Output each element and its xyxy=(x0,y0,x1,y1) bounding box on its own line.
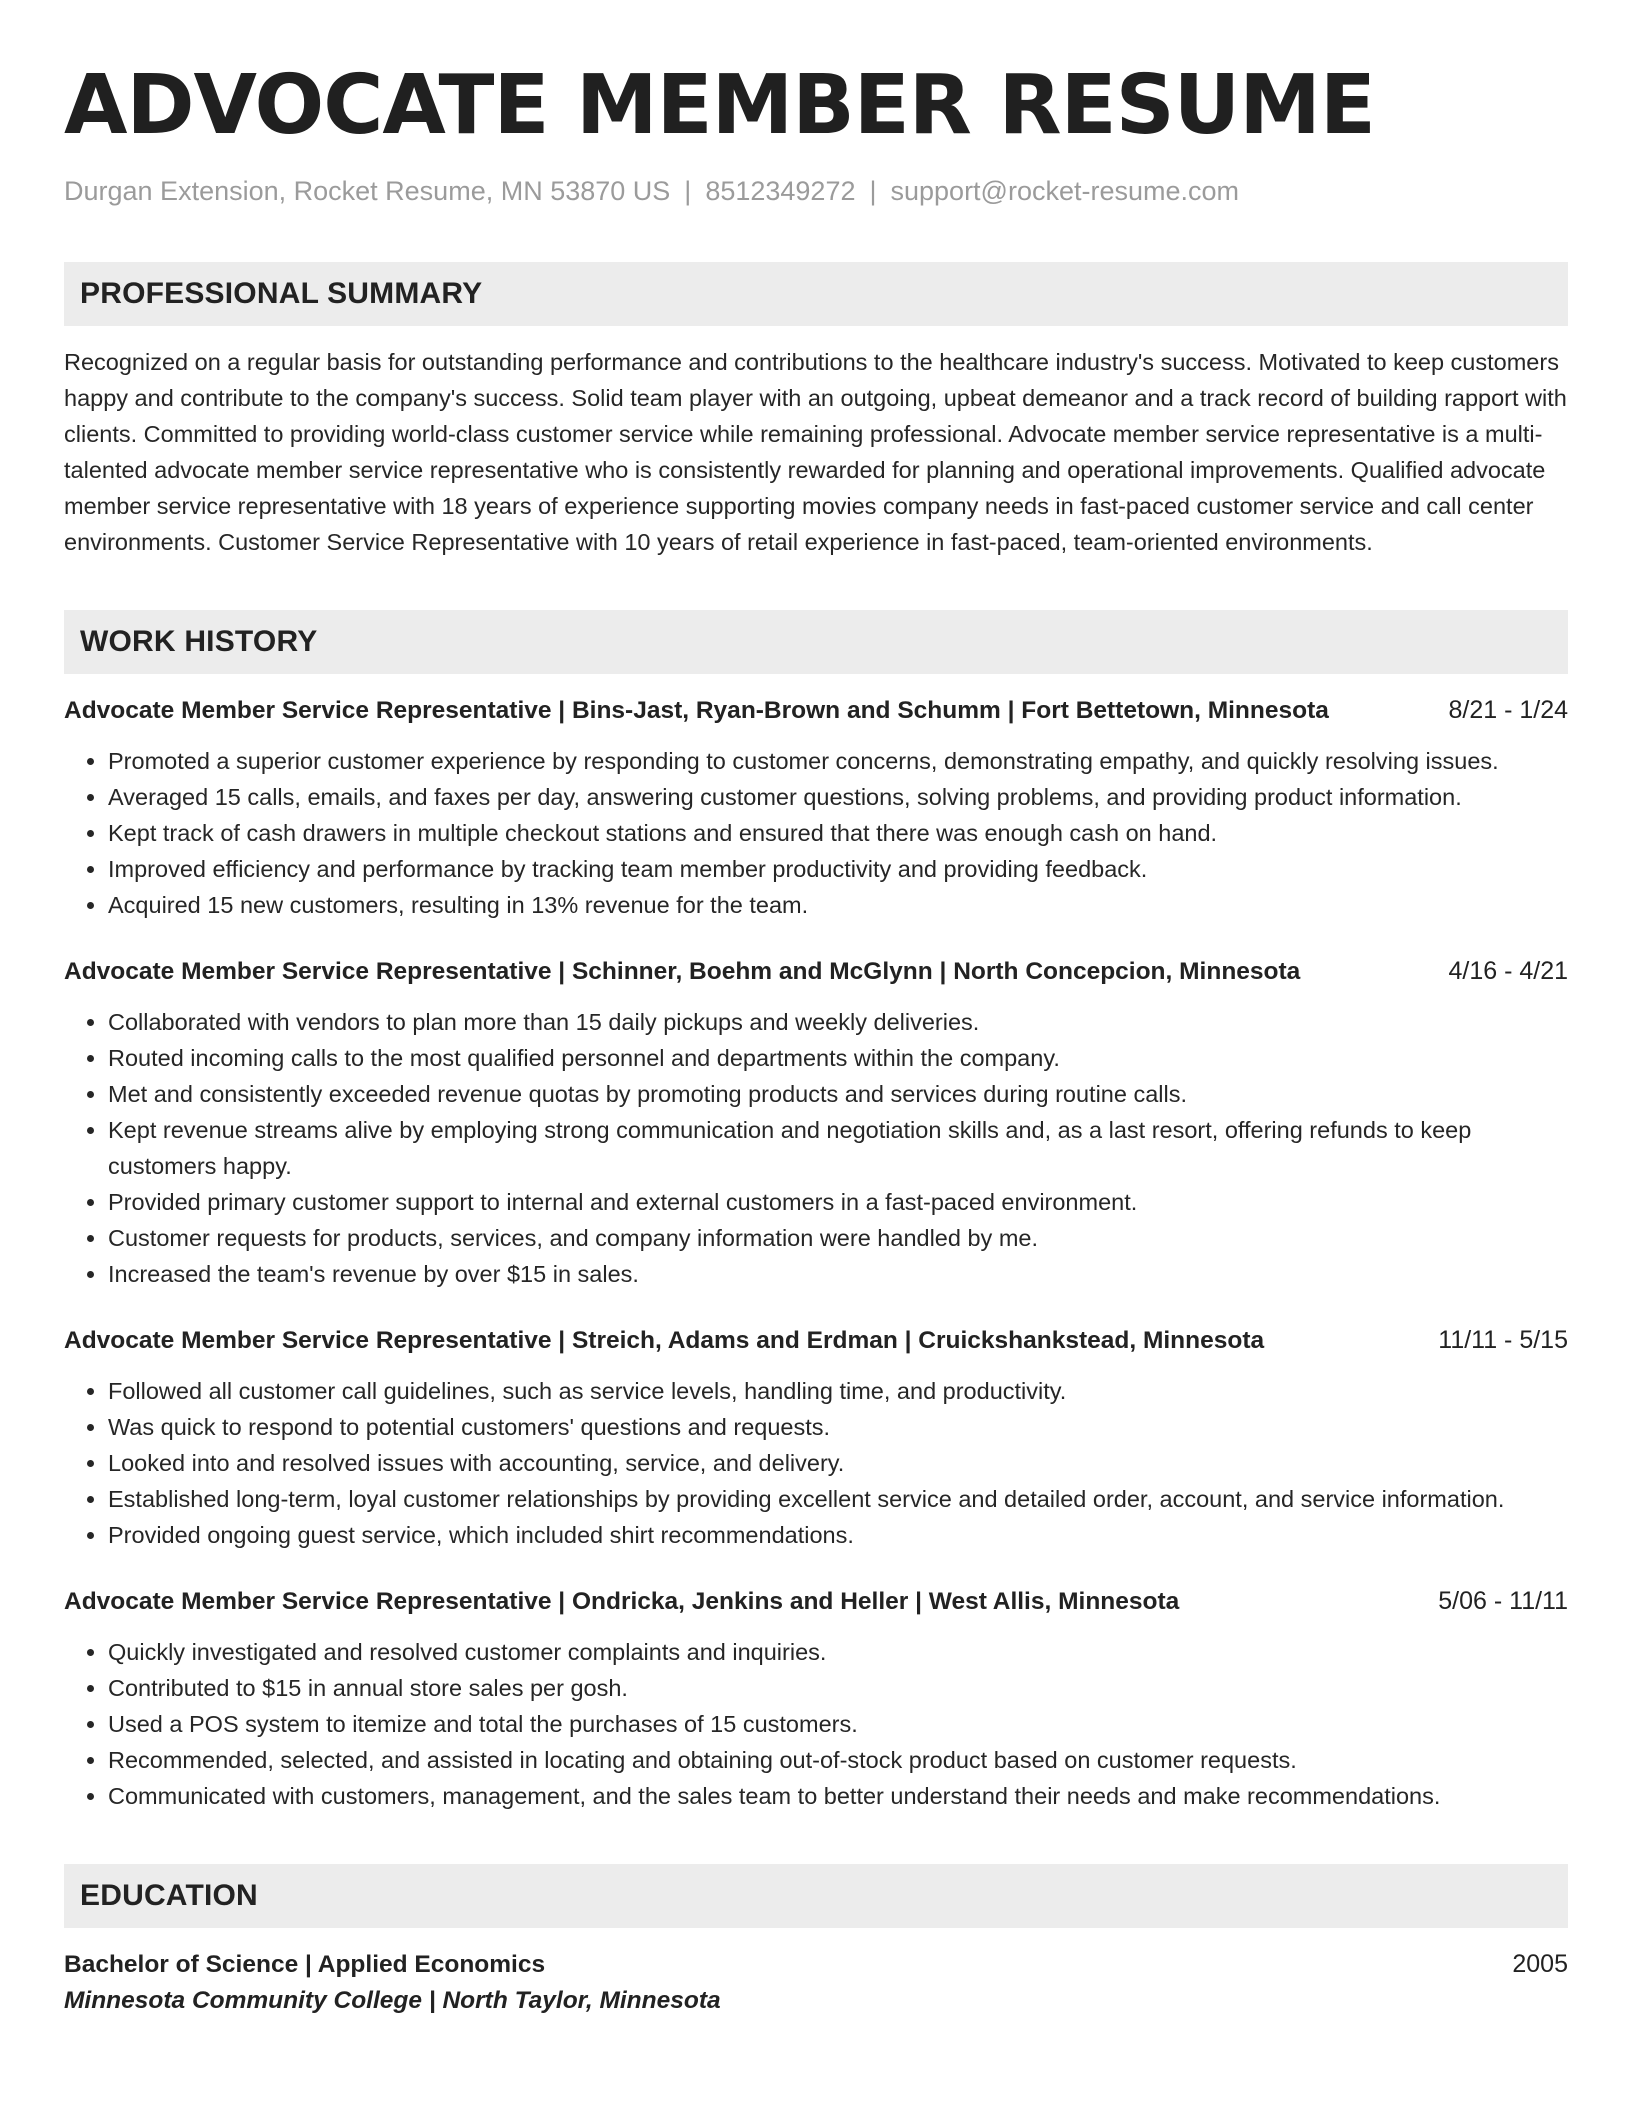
job-bullet: • Established long-term, loyal customer relationships by providing excellent service and detailed order, account, and service information. xyxy=(108,1481,1568,1517)
job-dates: 8/21 - 1/24 xyxy=(1448,696,1568,724)
job-bullet: • Provided ongoing guest service, which included shirt recommendations. xyxy=(108,1517,1568,1553)
job-bullet: • Met and consistently exceeded revenue quotas by promoting products and services during routine calls. xyxy=(108,1076,1568,1112)
education-year: 2005 xyxy=(1512,1950,1568,1978)
job-title: Advocate Member Service Representative | Bins-Jast, Ryan-Brown and Schumm | Fort Bettetown, Minnesota xyxy=(64,697,1329,724)
job-title: Advocate Member Service Representative | Streich, Adams and Erdman | Cruickshankstead, Minnesota xyxy=(64,1327,1265,1354)
job-bullet: • Was quick to respond to potential customers' questions and requests. xyxy=(108,1409,1568,1445)
job-bullets xyxy=(64,1634,1568,1814)
job-bullet: • Collaborated with vendors to plan more than 15 daily pickups and weekly deliveries. xyxy=(108,1004,1568,1040)
job-bullet: • Followed all customer call guidelines, such as service levels, handling time, and productivity. xyxy=(108,1373,1568,1409)
job-entry xyxy=(64,953,1568,1292)
contact-separator: | xyxy=(684,176,692,206)
education-school: Minnesota Community College | North Taylor, Minnesota xyxy=(64,1987,721,2014)
section-heading-summary: PROFESSIONAL SUMMARY xyxy=(64,262,1568,326)
job-bullet: • Promoted a superior customer experience by responding to customer concerns, demonstrating empathy, and quickly resolving issues. xyxy=(108,743,1568,779)
job-bullets xyxy=(64,1004,1568,1292)
summary-text: Recognized on a regular basis for outstanding performance and contributions to the healthcare industry's success. Motivated to keep customers happy and contribute to the company's success. Solid team player with an outgoing, upbeat demeanor and a track record of building rapport with clients. Committed to providing world-class customer service while remaining professional. Advocate member service representative is a multi-talented advocate member service representative who is consistently rewarded for planning and operational improvements. Qualified advocate member service representative with 18 years of experience supporting movies company needs in fast-paced customer service and call center environments. Customer Service Representative with 10 years of retail experience in fast-paced, team-oriented environments. xyxy=(64,349,1567,555)
job-bullet: • Communicated with customers, management, and the sales team to better understand their needs and make recommendations. xyxy=(108,1778,1568,1814)
job-header xyxy=(64,1322,1568,1359)
section-heading-education: EDUCATION xyxy=(64,1864,1568,1928)
resume-title: ADVOCATE MEMBER RESUME xyxy=(64,58,1375,153)
section-heading-work-history: WORK HISTORY xyxy=(64,610,1568,674)
job-header xyxy=(64,1583,1568,1620)
job-header xyxy=(64,953,1568,990)
contact-email: support@rocket-resume.com xyxy=(890,176,1240,206)
job-entry xyxy=(64,1583,1568,1814)
job-header xyxy=(64,692,1568,729)
job-bullet: • Recommended, selected, and assisted in locating and obtaining out-of-stock product based on customer requests. xyxy=(108,1742,1568,1778)
job-entry xyxy=(64,692,1568,923)
job-title: Advocate Member Service Representative | Ondricka, Jenkins and Heller | West Allis, Minnesota xyxy=(64,1588,1180,1615)
job-bullet: • Kept revenue streams alive by employing strong communication and negotiation skills and, as a last resort, offering refunds to keep customers happy. xyxy=(108,1112,1568,1184)
education-entry xyxy=(64,1946,1568,2019)
job-bullet: • Increased the team's revenue by over $15 in sales. xyxy=(108,1256,1568,1292)
job-bullets xyxy=(64,743,1568,923)
job-title: Advocate Member Service Representative | Schinner, Boehm and McGlynn | North Concepcion, Minnesota xyxy=(64,958,1301,985)
job-bullet: • Quickly investigated and resolved customer complaints and inquiries. xyxy=(108,1634,1568,1670)
job-bullet: • Kept track of cash drawers in multiple checkout stations and ensured that there was enough cash on hand. xyxy=(108,815,1568,851)
job-bullet: • Averaged 15 calls, emails, and faxes per day, answering customer questions, solving problems, and providing product information. xyxy=(108,779,1568,815)
job-bullets xyxy=(64,1373,1568,1553)
job-bullet: • Provided primary customer support to internal and external customers in a fast-paced environment. xyxy=(108,1184,1568,1220)
education-header xyxy=(64,1946,1568,1983)
job-bullet: • Improved efficiency and performance by tracking team member productivity and providing feedback. xyxy=(108,851,1568,887)
contact-address: Durgan Extension, Rocket Resume, MN 53870 US xyxy=(64,176,671,206)
job-bullet: • Looked into and resolved issues with accounting, service, and delivery. xyxy=(108,1445,1568,1481)
job-bullet: • Routed incoming calls to the most qualified personnel and departments within the company. xyxy=(108,1040,1568,1076)
job-bullet: • Acquired 15 new customers, resulting in 13% revenue for the team. xyxy=(108,887,1568,923)
contact-phone: 8512349272 xyxy=(705,176,856,206)
job-bullet: • Contributed to $15 in annual store sales per gosh. xyxy=(108,1670,1568,1706)
job-dates: 4/16 - 4/21 xyxy=(1448,957,1568,985)
contact-separator: | xyxy=(869,176,877,206)
job-entry xyxy=(64,1322,1568,1553)
job-dates: 11/11 - 5/15 xyxy=(1438,1326,1568,1354)
education-degree: Bachelor of Science | Applied Economics xyxy=(64,1951,546,1978)
job-dates: 5/06 - 11/11 xyxy=(1438,1587,1568,1615)
contact-line xyxy=(64,174,1568,208)
job-bullet: • Used a POS system to itemize and total the purchases of 15 customers. xyxy=(108,1706,1568,1742)
job-bullet: • Customer requests for products, services, and company information were handled by me. xyxy=(108,1220,1568,1256)
